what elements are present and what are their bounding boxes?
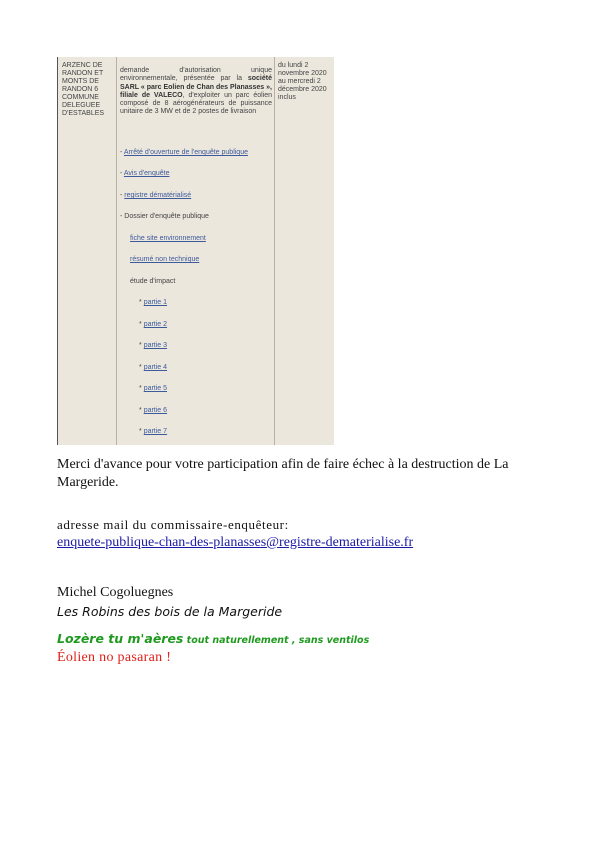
commune-text <box>58 57 116 118</box>
signature-org: Les Robins des bois de la Margeride <box>57 604 283 619</box>
partie-link[interactable]: partie 1 <box>143 299 168 306</box>
commune-line: RANDON 6 <box>62 86 99 93</box>
partie-item <box>139 428 167 435</box>
bullet: * <box>139 428 142 435</box>
partie-item <box>139 299 167 306</box>
commune-line: MONTS DE <box>62 78 99 85</box>
registre-item <box>120 192 191 199</box>
eolien-slogan: Éolien no pasaran ! <box>57 650 172 665</box>
commune-line: DELEGUEE <box>62 102 101 109</box>
dates-line: décembre 2020 <box>278 86 327 93</box>
bullet: * <box>139 407 142 414</box>
signature-name: Michel Cogoluegnes <box>57 585 174 600</box>
dates-line: au mercredi 2 <box>278 78 321 85</box>
description-pre: demande d'autorisation unique environnementale, présentée par la <box>120 67 272 83</box>
partie-item <box>139 342 167 349</box>
description-column <box>116 57 275 445</box>
partie-link[interactable]: partie 4 <box>143 364 168 371</box>
merci-paragraph: Merci d'avance pour votre participation afin de faire échec à la destruction de La Margeride. <box>57 457 509 490</box>
partie-link[interactable]: partie 3 <box>143 342 168 349</box>
commune-line: COMMUNE <box>62 94 99 101</box>
partie-item <box>139 321 167 328</box>
resume-link[interactable]: résumé non technique <box>130 256 200 263</box>
registre-link[interactable]: registre dématérialisé <box>124 192 192 199</box>
avis-item <box>120 170 169 177</box>
bullet: * <box>139 342 142 349</box>
avis-prefix: - <box>120 170 124 177</box>
commune-line: ARZENC DE <box>62 62 103 69</box>
partie-link[interactable]: partie 2 <box>143 321 168 328</box>
dates-line: novembre 2020 <box>278 70 327 77</box>
arrete-link[interactable]: Arrêté d'ouverture de l'enquête publique <box>123 149 248 156</box>
commune-line: D'ESTABLES <box>62 110 105 117</box>
dates-line: du lundi 2 <box>278 62 309 69</box>
commune-column <box>58 57 117 445</box>
description-company: société SARL « parc Eolien de Chan des Planasses », filiale de VALECO <box>120 75 272 99</box>
description-text <box>120 67 272 117</box>
partie-item <box>139 364 167 371</box>
email-label: adresse mail du commissaire-enquêteur: <box>57 517 289 532</box>
registre-prefix: - <box>120 192 125 199</box>
etude-label: étude d'impact <box>130 278 176 285</box>
bullet: * <box>139 299 142 306</box>
embedded-table-screenshot <box>57 57 334 445</box>
email-link[interactable]: enquete-publique-chan-des-planasses@registre-dematerialise.fr <box>57 535 414 550</box>
fiche-link[interactable]: fiche site environnement <box>130 235 206 242</box>
bullet: * <box>139 364 142 371</box>
partie-link[interactable]: partie 6 <box>143 407 168 414</box>
arrete-item <box>120 149 248 156</box>
slogan <box>57 630 369 650</box>
description-post: , d'exploiter un parc éolien composé de 8 aérogénérateurs de puissance unitaire de 3 MW et de 2 postes de livraison <box>120 91 273 116</box>
slogan-small: tout naturellement , sans ventilos <box>183 635 370 646</box>
bullet: * <box>139 385 142 392</box>
dates-column <box>275 57 334 445</box>
partie-item <box>139 407 167 414</box>
avis-link[interactable]: Avis d'enquête <box>123 170 170 177</box>
dates-line: inclus <box>278 94 296 101</box>
partie-item <box>139 385 167 392</box>
arrete-prefix: - <box>120 149 124 156</box>
slogan-big: Lozère tu m'aères <box>57 631 184 646</box>
commune-line: RANDON ET <box>62 70 104 77</box>
partie-link[interactable]: partie 7 <box>143 428 168 435</box>
dossier-label: - Dossier d'enquête publique <box>120 213 209 220</box>
partie-link[interactable]: partie 5 <box>143 385 168 392</box>
dates-text <box>275 57 334 102</box>
bullet: * <box>139 321 142 328</box>
